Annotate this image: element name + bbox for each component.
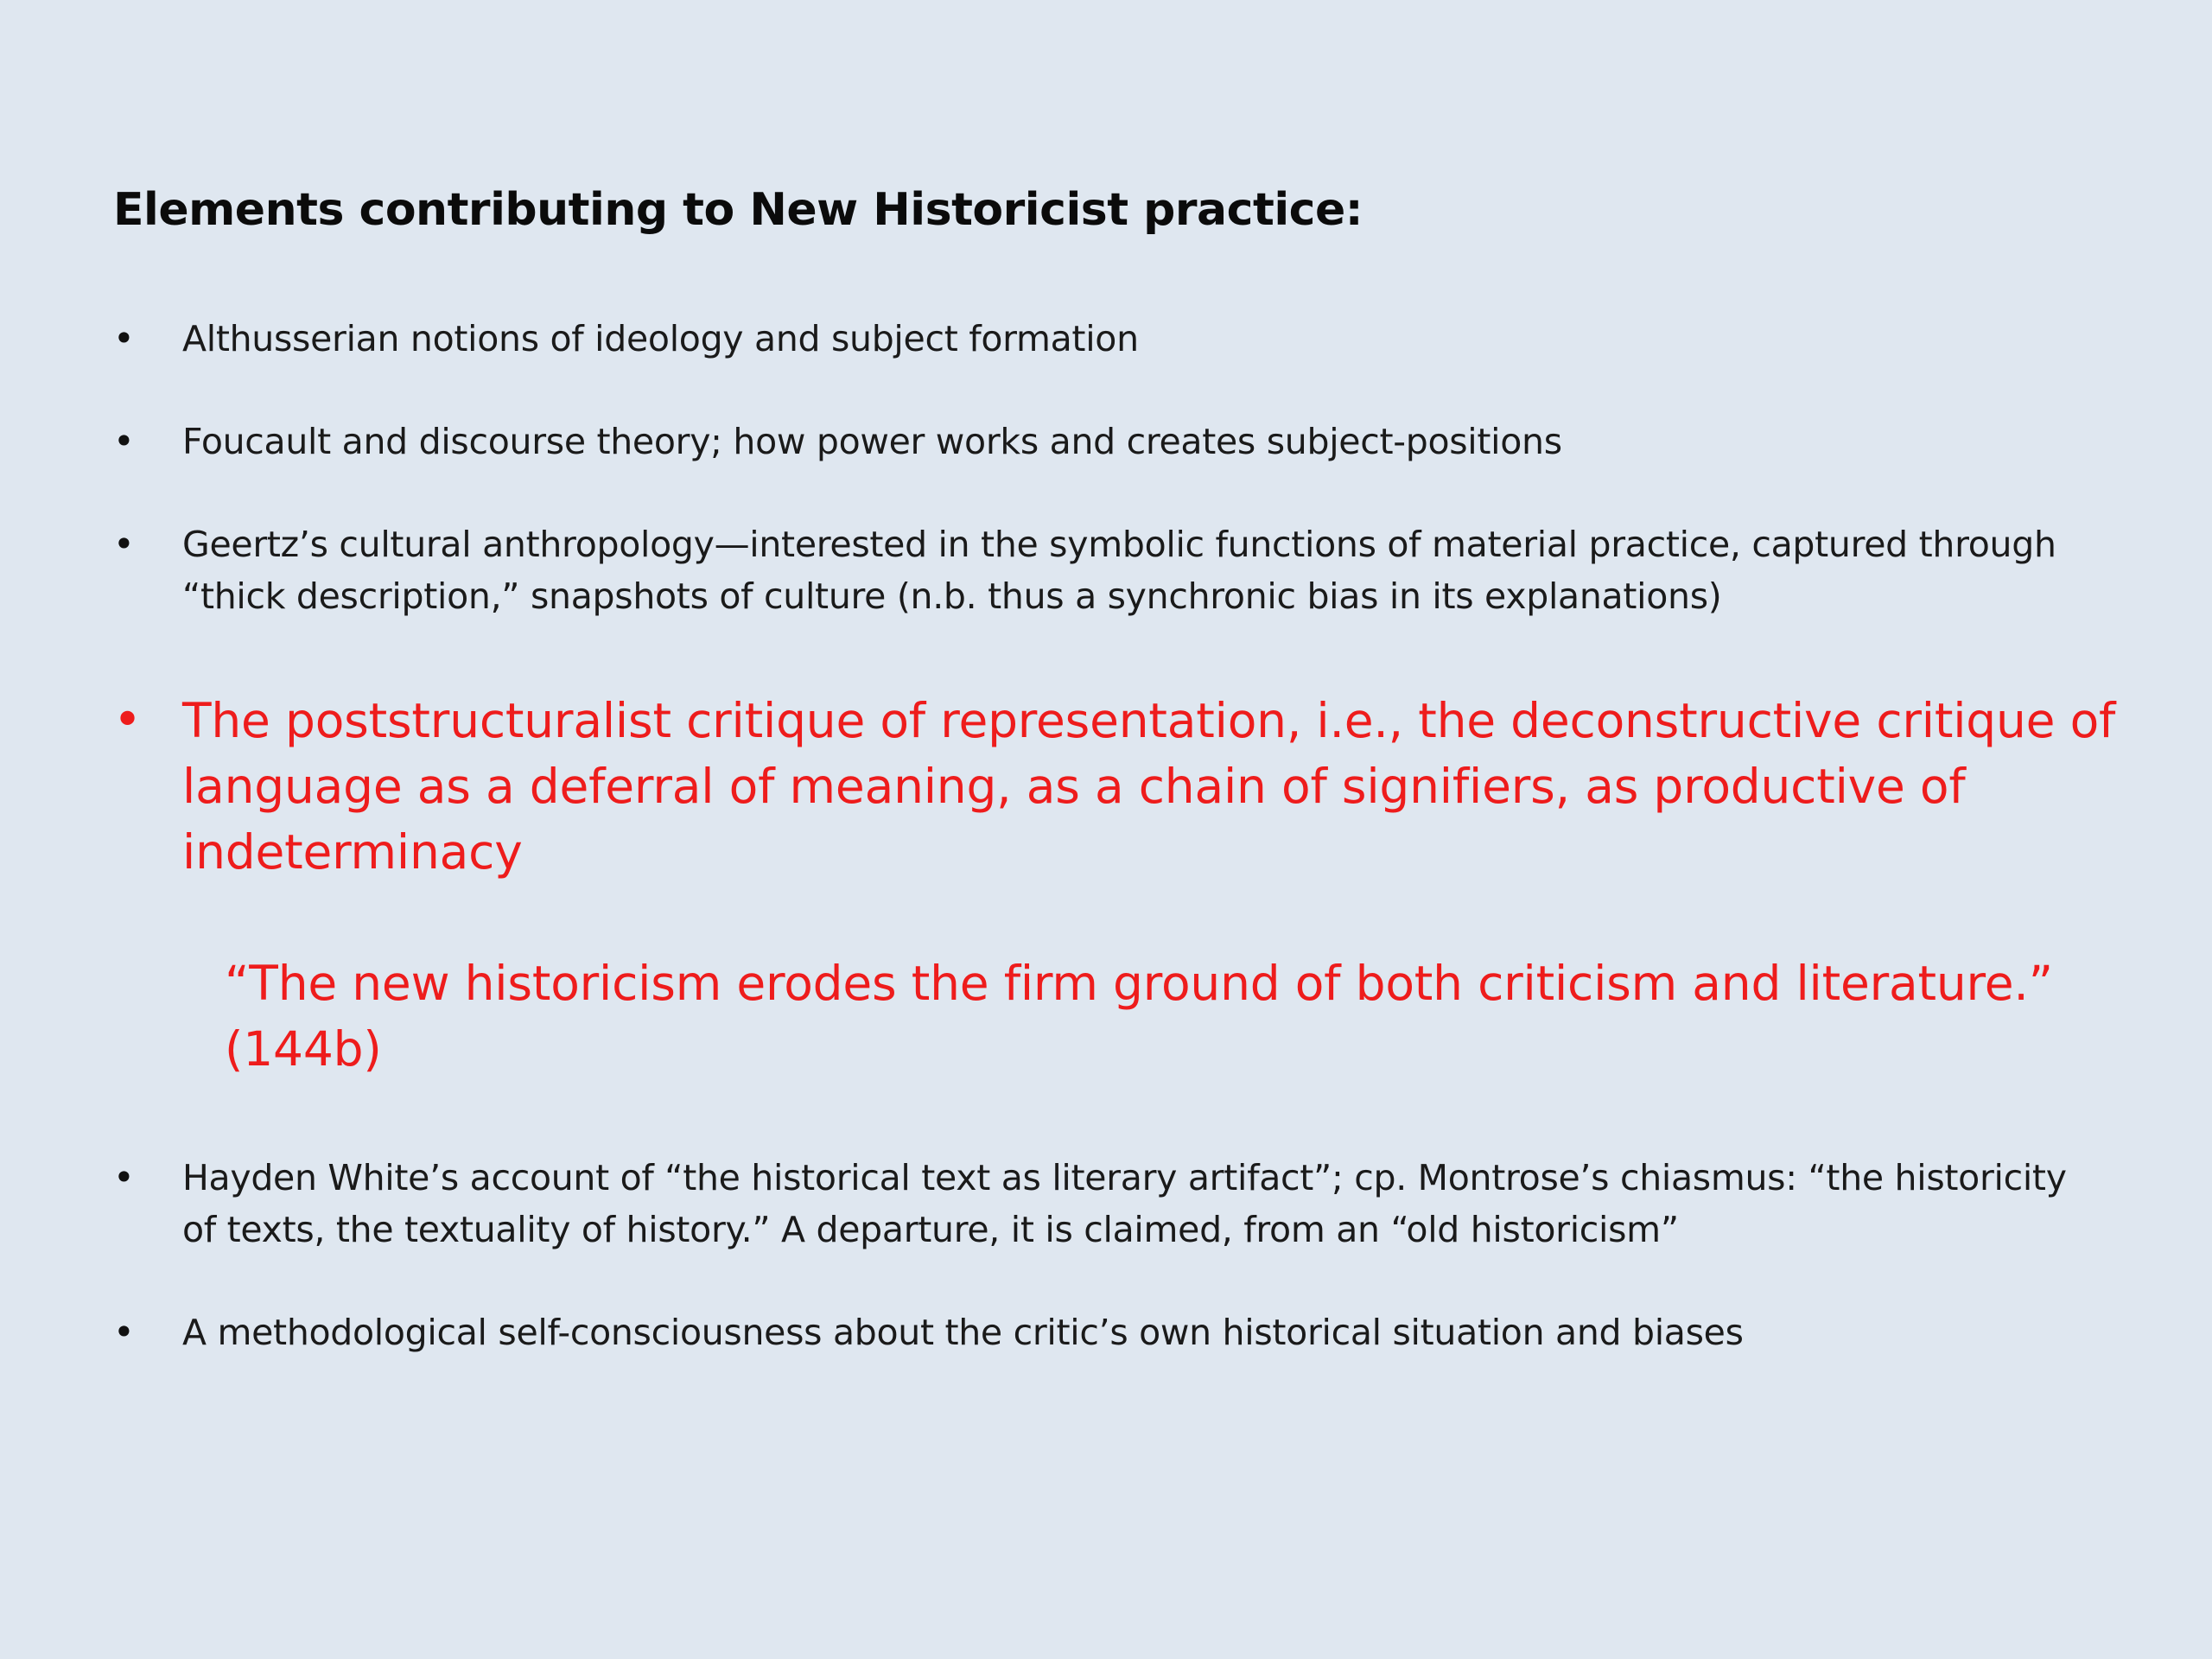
- list-item-line: indeterminacy: [182, 824, 523, 880]
- list-item-text: Foucault and discourse theory; how power works and creates subject-positions: [182, 421, 1562, 462]
- list-item-line: Geertz’s cultural anthropology—interested in the symbolic functions of material practice, captured through: [182, 524, 2056, 565]
- bullet: •: [113, 523, 135, 565]
- bullet: •: [113, 420, 135, 462]
- list-item-text: Althusserian notions of ideology and subject formation: [182, 318, 1139, 359]
- list-item-line: “thick description,” snapshots of culture (n.b. thus a synchronic bias in its explanations): [182, 575, 1722, 617]
- list-item-text: [182, 1152, 2170, 1255]
- bullet: •: [113, 692, 143, 748]
- list-item-text: A methodological self-consciousness about the critic’s own historical situation and biases: [182, 1312, 1744, 1353]
- quote-citation: (144b): [225, 1021, 382, 1077]
- block-quote: [225, 950, 2126, 1082]
- list-item-line: language as a deferral of meaning, as a chain of signifiers, as productive of: [182, 759, 1966, 814]
- list-item-text: [182, 518, 2170, 622]
- bullet: •: [113, 1311, 135, 1353]
- list-item-line: Hayden White’s account of “the historical text as literary artifact”; cp. Montrose’s chiasmus: “the historicity: [182, 1157, 2067, 1198]
- list-item-line: The poststructuralist critique of representation, i.e., the deconstructive critique of: [182, 693, 2116, 748]
- list-item-line: of texts, the textuality of history.” A departure, it is claimed, from an “old historicism”: [182, 1209, 1679, 1250]
- list-item-text: [182, 688, 2170, 885]
- slide-title: Elements contributing to New Historicist practice:: [113, 184, 1363, 236]
- quote-line: “The new historicism erodes the firm ground of both criticism and literature.”: [225, 956, 2053, 1011]
- bullet: •: [113, 317, 135, 359]
- bullet: •: [113, 1156, 135, 1198]
